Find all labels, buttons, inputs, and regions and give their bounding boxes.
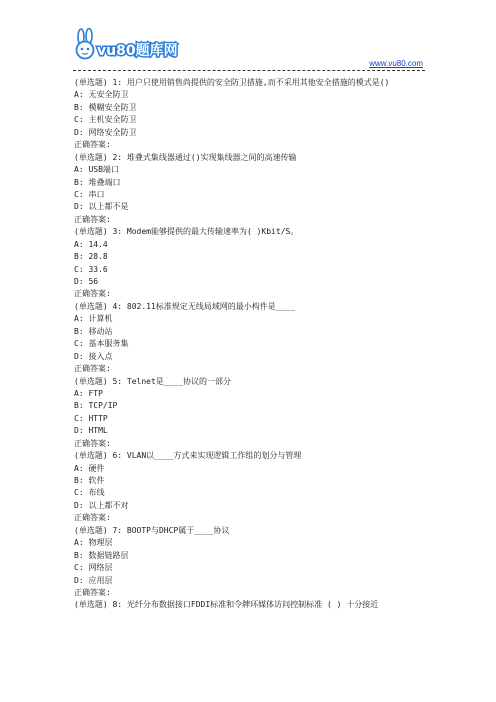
option-line: A: 硬件: [74, 463, 105, 473]
option-line: C: 主机安全防卫: [74, 115, 137, 125]
answer-label: 正确答案:: [74, 438, 111, 448]
option-line: D: 以上都不是: [74, 202, 129, 212]
answer-label: 正确答案:: [74, 513, 111, 523]
option-line: C: 串口: [74, 189, 105, 199]
option-line: B: 数据链路层: [74, 550, 129, 560]
option-line: A: FTP: [74, 388, 103, 398]
option-line: B: 软件: [74, 476, 105, 485]
logo-text: vu80题库网: [97, 43, 178, 59]
question-text: (单选题) 6: VLAN以____方式来实现逻辑工作组的划分与管理: [74, 451, 302, 461]
option-line: C: 33.6: [74, 264, 108, 274]
option-line: A: USB端口: [74, 165, 119, 175]
question-text: (单选题) 2: 堆叠式集线器通过()实现集线器之间的高速传输: [74, 152, 297, 162]
answer-label: 正确答案:: [74, 364, 111, 374]
option-line: B: 堆叠端口: [74, 177, 121, 187]
question-text: (单选题) 1: 用户只使用销售尚提供的安全防卫措施,而不采用其他安全措施的模式是(): [74, 78, 390, 87]
question-text: (单选题) 5: Telnet是____协议的一部分: [74, 376, 232, 386]
question-text: (单选题) 4: 802.11标准规定无线局域网的最小构件是____: [74, 301, 296, 311]
option-line: C: 基本服务集: [74, 339, 129, 349]
option-line: B: 移动站: [74, 326, 113, 336]
answer-label: 正确答案:: [74, 214, 111, 224]
question-list: [74, 77, 426, 612]
option-line: A: 物理层: [74, 538, 113, 548]
option-line: C: HTTP: [74, 413, 108, 423]
option-line: B: TCP/IP: [74, 401, 118, 411]
header-divider: [73, 70, 425, 71]
option-line: C: 布线: [74, 488, 105, 498]
answer-label: 正确答案:: [74, 140, 111, 150]
option-line: A: 14.4: [74, 239, 108, 249]
option-line: D: 网络安全防卫: [74, 127, 137, 137]
option-line: C: 网络层: [74, 563, 113, 573]
answer-label: 正确答案:: [74, 587, 111, 597]
option-line: D: 56: [74, 277, 99, 286]
option-line: D: 以上都不对: [74, 500, 129, 510]
question-text: (单选题) 8: 光纤分布数据接口FDDI标准和令牌环媒体访问控制标准 ( ) 十分接近: [74, 600, 379, 610]
option-line: D: 接入点: [74, 351, 113, 361]
option-line: D: HTML: [74, 426, 108, 436]
question-text: (单选题) 7: BOOTP与DHCP属于____协议: [74, 525, 230, 535]
option-line: D: 应用层: [74, 575, 113, 585]
option-line: A: 无安全防卫: [74, 90, 129, 100]
answer-label: 正确答案:: [74, 289, 111, 299]
option-line: A: 计算机: [74, 314, 113, 324]
option-line: B: 28.8: [74, 252, 108, 262]
logo: [72, 28, 192, 62]
question-text: (单选题) 3: Modem能够提供的最大传输速率为( )Kbit/S。: [74, 227, 299, 237]
option-line: B: 模糊安全防卫: [74, 102, 137, 112]
site-url-link[interactable]: www.vu80.com: [369, 59, 423, 68]
